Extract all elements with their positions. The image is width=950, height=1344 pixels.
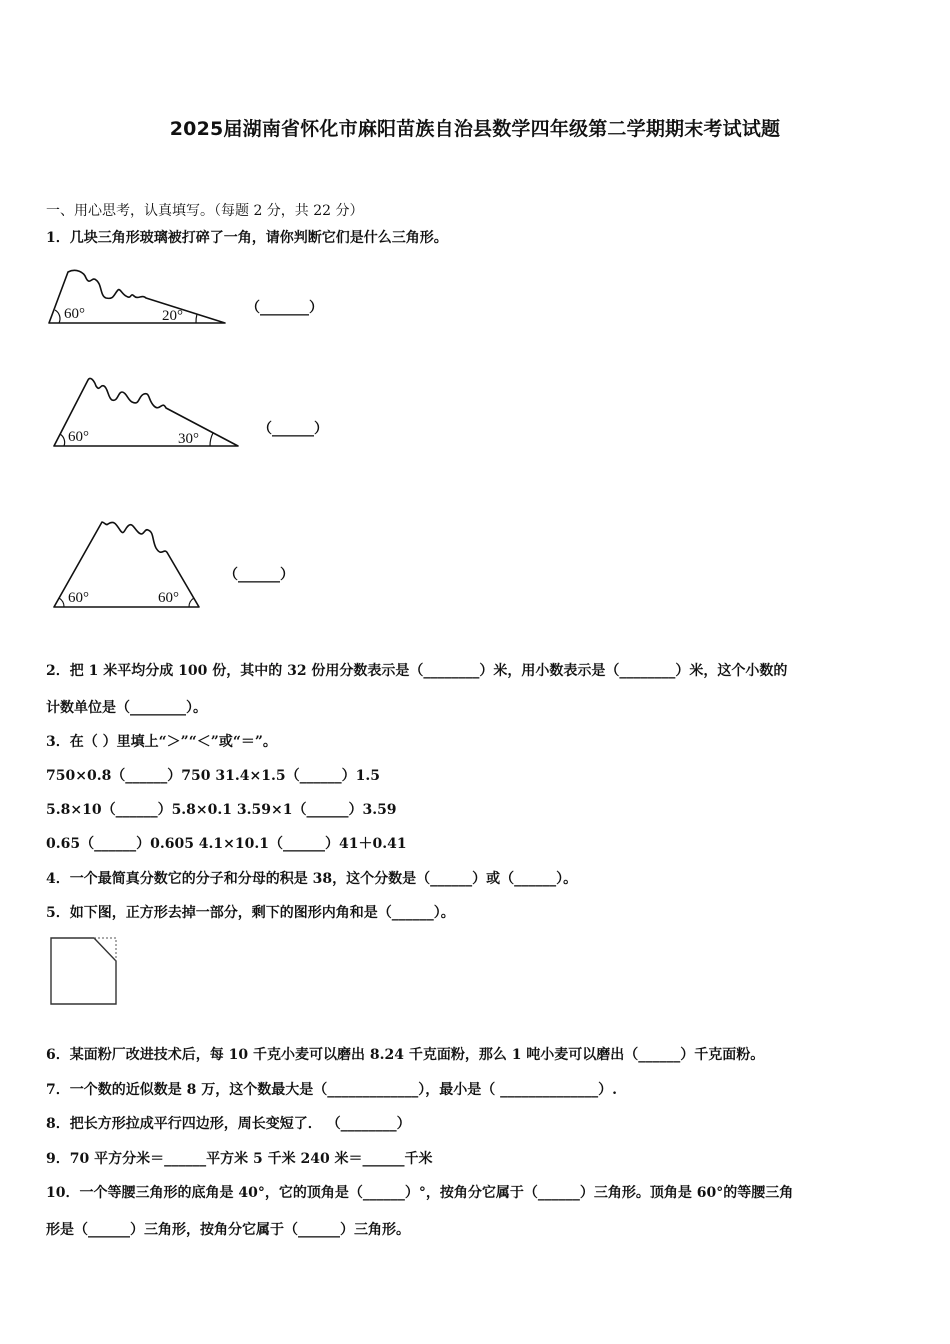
broken-triangle-1-figure <box>46 264 236 330</box>
question-10-line-1: 10．一个等腰三角形的底角是 40°，它的顶角是（______）°，按角分它属于（______）三角形。顶角是 60°的等腰三角 <box>46 1185 794 1201</box>
question-5: 5．如下图，正方形去掉一部分，剩下的图形内角和是（______）。 <box>46 905 455 921</box>
question-2-line-1: 2．把 1 米平均分成 100 份，其中的 32 份用分数表示是（________）米，用小数表示是（________）米，这个小数的 <box>46 663 788 679</box>
fig1-angle-left: 60° <box>64 306 85 322</box>
fig1-angle-right: 20° <box>162 308 183 324</box>
cut-square-figure <box>48 935 122 1007</box>
broken-triangle-3-figure <box>50 518 204 612</box>
broken-triangle-2-figure <box>50 372 246 452</box>
question-3-row-2: 5.8×10（______）5.8×0.1 3.59×1（______）3.59 <box>46 802 397 818</box>
fig3-angle-left: 60° <box>68 590 89 606</box>
fig3-answer-blank[interactable]: （______） <box>224 567 294 583</box>
question-9: 9．70 平方分米＝______平方米 5 千米 240 米＝______千米 <box>46 1151 433 1167</box>
fig2-angle-left: 60° <box>68 429 89 445</box>
fig3-angle-right: 60° <box>158 590 179 606</box>
question-3-row-3: 0.65（______）0.605 4.1×10.1（______）41＋0.41 <box>46 836 407 852</box>
question-1: 1．几块三角形玻璃被打碎了一角，请你判断它们是什么三角形。 <box>46 230 448 246</box>
question-10-line-2: 形是（______）三角形，按角分它属于（______）三角形。 <box>46 1222 410 1238</box>
question-4: 4．一个最简真分数它的分子和分母的积是 38，这个分数是（______）或（______）。 <box>46 871 578 887</box>
question-3: 3．在（ ）里填上“＞”“＜”或“＝”。 <box>46 734 277 750</box>
question-6: 6．某面粉厂改进技术后，每 10 千克小麦可以磨出 8.24 千克面粉，那么 1 吨小麦可以磨出（______）千克面粉。 <box>46 1047 765 1063</box>
fig2-answer-blank[interactable]: （______） <box>258 421 328 437</box>
question-2-line-2: 计数单位是（________）。 <box>46 700 207 716</box>
fig2-angle-right: 30° <box>178 431 199 447</box>
fig1-answer-blank[interactable]: （_______） <box>246 300 323 316</box>
question-7: 7．一个数的近似数是 8 万，这个数最大是（_____________），最小是（ ______________）. <box>46 1082 617 1098</box>
page-title: 2025届湖南省怀化市麻阳苗族自治县数学四年级第二学期期末考试试题 <box>169 118 781 140</box>
section-1-header: 一、用心思考，认真填写。（每题 2 分，共 22 分） <box>46 203 364 219</box>
question-3-row-1: 750×0.8（______）750 31.4×1.5（______）1.5 <box>46 768 380 784</box>
question-8: 8．把长方形拉成平行四边形，周长变短了． （________） <box>46 1116 411 1132</box>
